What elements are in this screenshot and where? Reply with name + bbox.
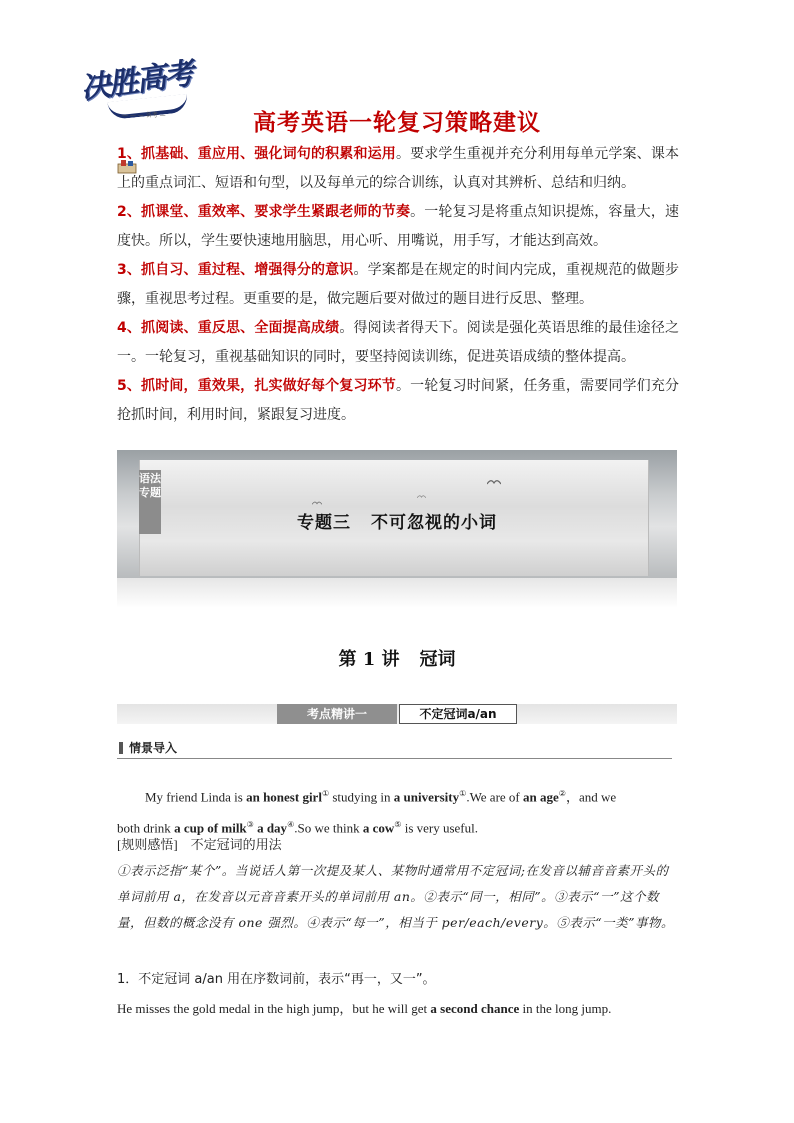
logo-subtext: — — — 备考 —	[122, 112, 166, 119]
bird-icon	[487, 478, 501, 486]
advice-item: 5、抓时间，重效果，扎实做好每个复习环节。一轮复习时间紧，任务重，需要同学们充分抢抓时间，利用时间，紧跟复习进度。	[117, 378, 679, 423]
bird-icon	[312, 500, 322, 506]
advice-item: 2、抓课堂、重效率、要求学生紧跟老师的节奏。一轮复习是将重点知识提炼，容量大，速度快。所以，学生要快速地用脑思，用心听、用嘴说，用手写，才能达到高效。	[117, 204, 679, 249]
point-1: 1．不定冠词 a/an 用在序数词前，表示“再一，又一”。	[117, 972, 436, 987]
page-title: 高考英语一轮复习策略建议	[253, 110, 541, 136]
section-heading: 情景导入	[117, 738, 672, 759]
advice-item: 3、抓自习、重过程、增强得分的意识。学案都是在规定的时间内完成，重视规范的做题步骤，重视思考过程。更重要的是，做完题后要对做过的题目进行反思、整理。	[117, 262, 679, 307]
logo-text: 决胜高考	[78, 56, 195, 107]
banner-shadow	[117, 578, 677, 608]
tab-key-points: 考点精讲一	[277, 704, 397, 724]
tab-indefinite-article: 不定冠词a/an	[399, 704, 517, 724]
bird-icon	[417, 494, 426, 499]
banner-label: 语法专题	[139, 470, 161, 534]
example-sentence: He misses the gold medal in the high jump，but he will get a second chance in the long jump.	[117, 1001, 612, 1016]
tab-bar	[117, 704, 677, 724]
advice-list	[117, 140, 679, 430]
story-paragraph: My friend Linda is an honest girl① studying in a university①.We are of an age②，and we both drink a cup of milk③ a day④.So we think a cow⑤ is very useful.	[117, 789, 617, 836]
topic-banner	[117, 450, 677, 578]
advice-item: 4、抓阅读、重反思、全面提高成绩。得阅读者得天下。阅读是强化英语思维的最佳途径之一。一轮复习，重视基础知识的同时，要坚持阅读训练，促进英语成绩的整体提高。	[117, 320, 679, 365]
rule-heading: [规则感悟] 不定冠词的用法	[117, 837, 282, 852]
rule-text: ①表示泛指“某个”。当说话人第一次提及某人、某物时通常用不定冠词;在发音以辅音音素开头的单词前用 a，在发音以元音音素开头的单词前用 an。②表示“同一，相同”。③表示“一”这个数量，但数的概念没有 one 强烈。④表示“每一”，相当于 per/each/every。⑤表示“一类”事物。	[117, 863, 675, 930]
advice-item: 1、抓基础、重应用、强化词句的积累和运用。要求学生重视并充分利用每单元学案、课本上的重点词汇、短语和句型，以及每单元的综合训练，认真对其辨析、总结和归纳。	[117, 146, 679, 191]
banner-title: 专题三 不可忽视的小词	[297, 513, 497, 533]
section-marker	[119, 742, 123, 754]
lecture-title: 第 1 讲 冠词	[338, 649, 456, 670]
